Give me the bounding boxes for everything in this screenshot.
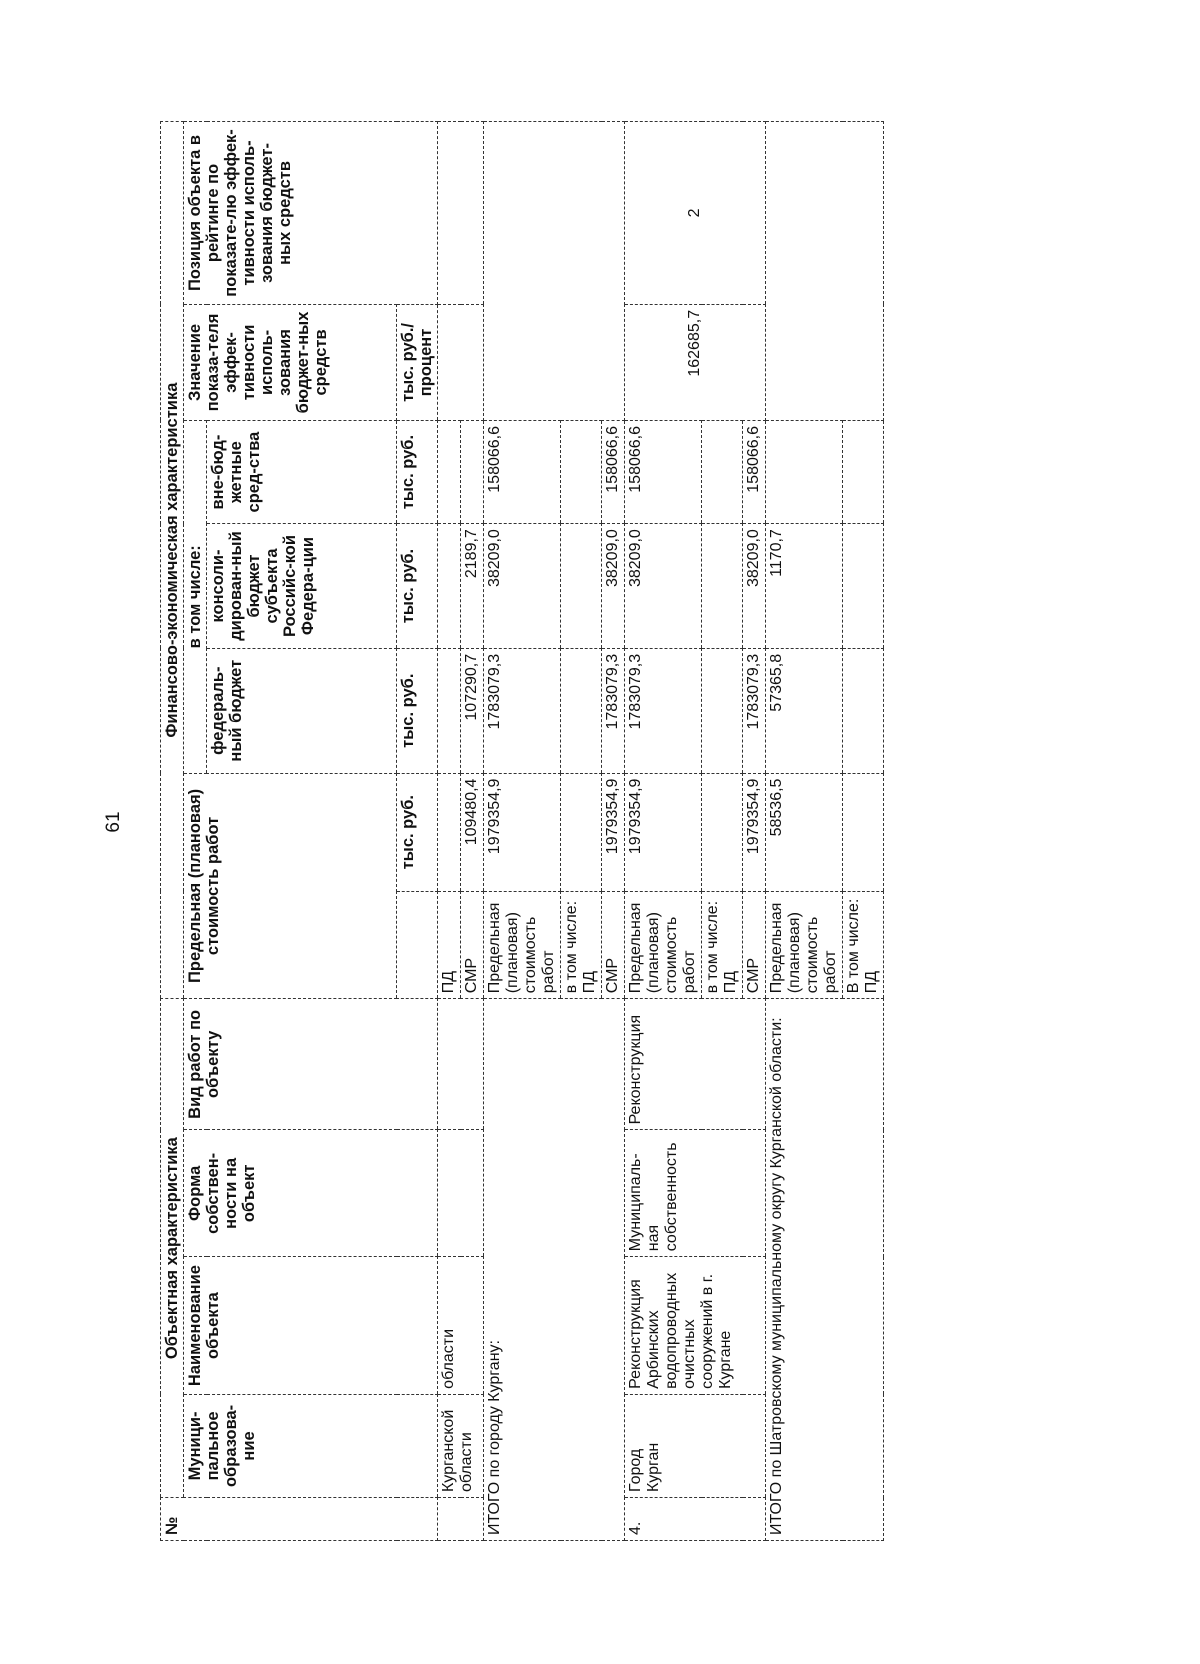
cell-extra xyxy=(702,420,743,523)
header-row-2 xyxy=(184,122,207,1541)
cell-extra xyxy=(766,420,843,523)
cell-regional xyxy=(843,524,884,649)
cell-object-name: области xyxy=(438,1257,484,1395)
header-federal: федераль-ный бюджет xyxy=(207,648,397,773)
cell-work-type: ПД xyxy=(438,891,461,998)
cell-cost: 58536,5 xyxy=(766,773,843,891)
cell-federal xyxy=(438,648,461,773)
header-object-name: Наименование объекта xyxy=(184,1257,438,1395)
cell-object-name: Реконструкция Арбинских водопроводных очистных сооружений в г. Кургане xyxy=(625,1257,766,1395)
financial-table xyxy=(160,121,884,1541)
cell-cost: 109480,4 xyxy=(461,773,484,891)
cell-rating: 2 xyxy=(625,122,766,305)
cell-federal: 1783079,3 xyxy=(743,648,766,773)
cell-no xyxy=(438,1498,484,1541)
cell-regional: 38209,0 xyxy=(625,524,702,649)
header-row-1 xyxy=(161,122,184,1541)
cell-cost: 1979354,9 xyxy=(743,773,766,891)
cell-regional: 38209,0 xyxy=(484,524,561,649)
cell-regional: 38209,0 xyxy=(602,524,625,649)
cell-regional xyxy=(702,524,743,649)
cell-federal: 1783079,3 xyxy=(484,648,561,773)
cell-work-type: Предельная (плановая) стоимость работ xyxy=(484,891,561,998)
unit-federal: тыс. руб. xyxy=(397,648,438,773)
header-units-blank xyxy=(397,891,438,998)
cell-federal: 1783079,3 xyxy=(602,648,625,773)
cell-cost: 1979354,9 xyxy=(602,773,625,891)
cell-work-type: Предельная (плановая) стоимость работ xyxy=(625,891,702,998)
unit-indicator: тыс. руб./ процент xyxy=(397,304,438,420)
cell-work-type: СМР xyxy=(461,891,484,998)
header-municipal: Муници-пальное образова-ние xyxy=(184,1394,438,1497)
cell-cost xyxy=(438,773,461,891)
cell-extra xyxy=(843,420,884,523)
cell-work-type: Предельная (плановая) стоимость работ xyxy=(766,891,843,998)
page-number: 61 xyxy=(103,811,124,833)
cell-ownership xyxy=(438,1130,484,1257)
cell-work-type: в том числе: ПД xyxy=(702,891,743,998)
header-including: в том числе: xyxy=(184,420,207,773)
cell-federal xyxy=(702,648,743,773)
unit-cost: тыс. руб. xyxy=(397,773,438,891)
cell-rating xyxy=(438,122,484,305)
unit-extra: тыс. руб. xyxy=(397,420,438,523)
cell-work-type: СМР xyxy=(743,891,766,998)
cell-work-type: СМР xyxy=(602,891,625,998)
cell-cost xyxy=(561,773,602,891)
cell-extra: 158066,6 xyxy=(602,420,625,523)
cell-regional xyxy=(438,524,461,649)
cell-extra: 158066,6 xyxy=(743,420,766,523)
cell-indicator xyxy=(438,304,484,420)
header-extra: вне-бюд-жетные сред-ства xyxy=(207,420,397,523)
table-row xyxy=(438,122,461,1541)
cell-blank xyxy=(766,122,884,421)
cell-extra: 158066,6 xyxy=(625,420,702,523)
cell-work-type: В том числе: ПД xyxy=(843,891,884,998)
rotated-table-container xyxy=(160,121,1065,1541)
unit-regional: тыс. руб. xyxy=(397,524,438,649)
header-object-group: Объектная характеристика xyxy=(161,999,184,1498)
cell-ownership: Муниципаль-ная собственность xyxy=(625,1130,766,1257)
cell-municipal: Город Курган xyxy=(625,1394,766,1497)
cell-regional xyxy=(561,524,602,649)
cell-federal xyxy=(843,648,884,773)
cell-cost: 1979354,9 xyxy=(625,773,702,891)
cell-extra xyxy=(461,420,484,523)
cell-federal: 107290,7 xyxy=(461,648,484,773)
header-no: № xyxy=(161,1498,438,1541)
cell-no: 4. xyxy=(625,1498,766,1541)
cell-municipal: Курганской области xyxy=(438,1394,484,1497)
total-kurgan-label: ИТОГО по городу Кургану: xyxy=(484,999,625,1541)
cell-work-kind xyxy=(438,999,484,1130)
cell-extra: 158066,6 xyxy=(484,420,561,523)
cell-cost: 1979354,9 xyxy=(484,773,561,891)
cell-federal: 1783079,3 xyxy=(625,648,702,773)
cell-extra xyxy=(438,420,461,523)
total-row xyxy=(484,122,561,1541)
cell-federal: 57365,8 xyxy=(766,648,843,773)
cell-cost xyxy=(843,773,884,891)
table-row xyxy=(625,122,702,1541)
cell-regional: 1170,7 xyxy=(766,524,843,649)
header-limit-cost: Предельная (плановая) стоимость работ xyxy=(184,773,397,999)
cell-federal xyxy=(561,648,602,773)
cell-work-kind: Реконструкция xyxy=(625,999,766,1130)
header-rating: Позиция объекта в рейтинге по показате-лю эффек-тивности исполь-зования бюджет-ных средств xyxy=(184,122,438,305)
header-regional: консоли-дирован-ный бюджет субъекта Российс-кой Федера-ции xyxy=(207,524,397,649)
header-indicator: Значение показа-теля эффек-тивности исполь-зования бюджет-ных средств xyxy=(184,304,397,420)
cell-blank xyxy=(484,122,625,421)
cell-work-type: в том числе: ПД xyxy=(561,891,602,998)
cell-indicator: 162685,7 xyxy=(625,304,766,420)
cell-regional: 38209,0 xyxy=(743,524,766,649)
cell-extra xyxy=(561,420,602,523)
cell-cost xyxy=(702,773,743,891)
header-ownership: Форма собствен-ности на объект xyxy=(184,1130,438,1257)
header-work-kind: Вид работ по объекту xyxy=(184,999,438,1130)
header-finance-group: Финансово-экономическая характеристика xyxy=(161,122,184,999)
total-shatrovsky-label: ИТОГО по Шатровскому муниципальному округу Курганской области: xyxy=(766,999,884,1541)
cell-regional: 2189,7 xyxy=(461,524,484,649)
total-row xyxy=(766,122,843,1541)
